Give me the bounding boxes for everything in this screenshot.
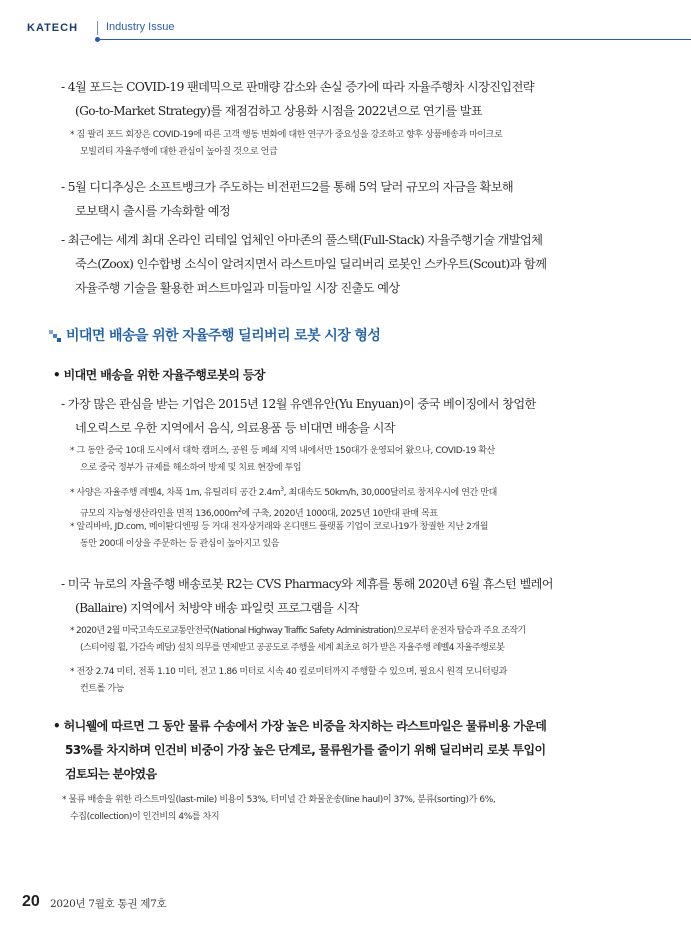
note-line: 모빌리티 자율주행에 대한 관심이 높아질 것으로 언급 [80, 147, 278, 157]
page-header [0, 0, 691, 44]
bullet-heading: • 비대면 배송을 위한 자율주행로봇의 등장 [53, 368, 265, 382]
text-line: 죽스(Zoox) 인수합병 소식이 알려지면서 라스트마일 딜리버리 로봇인 스카우트(Scout)과 함께 [75, 257, 547, 271]
note-ford [70, 127, 502, 161]
note-line: * 알리바바, JD.com, 메이퇀디엔핑 등 거대 전자상거래와 온디맨드 플랫폼 기업이 코로나19가 창궐한 지난 2개월 [70, 522, 489, 532]
paragraph-neolix [61, 392, 536, 440]
text-line: (Ballaire) 지역에서 처방약 배송 파일럿 프로그램을 시작 [75, 601, 359, 615]
page-number: 20 [22, 893, 40, 910]
note-line [70, 481, 497, 502]
note-text: * 사양은 자율주행 레벨4, 차폭 1m, 유틸리티 공간 2.4m [70, 488, 281, 498]
note-nuro-1 [70, 623, 525, 657]
note-text: 에 구축, 2020년 1000대, 2025년 10만대 판매 목표 [241, 509, 438, 519]
note-honeywell [62, 792, 495, 826]
superscript: 3 [280, 486, 284, 493]
text-line: (Go-to-Market Strategy)를 재점검하고 상용화 시점을 2022년으로 연기를 발표 [75, 104, 483, 118]
text-line: - 가장 많은 관심을 받는 기업은 2015년 12월 유엔유안(Yu Enyuan)이 중국 베이징에서 창업한 [61, 397, 536, 411]
note-line: 컨트롤 가능 [80, 684, 124, 694]
text-line: - 최근에는 세계 최대 온라인 리테일 업체인 아마존의 풀스택(Full-Stack) 자율주행기술 개발업체 [61, 233, 543, 247]
paragraph-nuro-r2 [61, 572, 553, 620]
note-line: (스티어링 휠, 가감속 페달) 설치 의무를 면제받고 공공도로 주행을 세계 최초로 허가 받은 자율주행 레벨4 자율주행로봇 [80, 643, 505, 653]
note-neolix-3 [70, 519, 488, 553]
header-rule-dot [95, 37, 100, 42]
header-section-title: Industry Issue [106, 21, 175, 33]
superscript: 2 [238, 507, 242, 514]
note-nuro-2 [70, 664, 507, 698]
note-line: * 물류 배송을 위한 라스트마일(last-mile) 비용이 53%, 터미널 간 화물운송(line haul)이 37%, 분류(sorting)가 6%, [62, 795, 496, 805]
note-neolix-2 [70, 481, 497, 523]
text-line: - 5월 디디추싱은 소프트뱅크가 주도하는 비전펀드2를 통해 5억 달러 규모의 자금을 확보해 [61, 180, 514, 194]
paragraph-amazon [61, 228, 546, 300]
note-line: * 전장 2.74 미터, 전폭 1.10 미터, 전고 1.86 미터로 시속 40 킬로미터까지 주행할 수 있으며, 필요시 원격 모니터링과 [70, 667, 507, 677]
note-line: 동안 200대 이상을 주문하는 등 관심이 높아지고 있음 [80, 539, 280, 549]
paragraph-ford [61, 75, 534, 123]
note-line: 으로 중국 정부가 규제를 해소하여 방제 및 치료 현장에 투입 [80, 463, 302, 473]
text-line: - 4월 포드는 COVID-19 팬데믹으로 판매량 감소와 손실 증가에 따라 자율주행차 시장진입전략 [61, 80, 534, 94]
note-text: 규모의 지능형생산라인을 면적 136,000m [80, 509, 238, 519]
section-marker-icon [49, 330, 61, 342]
paragraph-honeywell [53, 714, 546, 786]
text-line: 네오릭스로 우한 지역에서 음식, 의료용품 등 비대면 배송을 시작 [75, 421, 395, 435]
text-line: • 허니웰에 따르면 그 동안 물류 수송에서 가장 높은 비중을 차지하는 라스트마일은 물류비용 가운데 [53, 719, 547, 733]
note-line: * 그 동안 중국 10대 도시에서 대학 캠퍼스, 공원 등 폐쇄 지역 내에서만 150대가 운영되어 왔으나, COVID-19 확산 [70, 446, 495, 456]
text-line: 자율주행 기술을 활용한 퍼스트마일과 미들마일 시장 진출도 예상 [75, 281, 400, 295]
paragraph-didi [61, 175, 513, 223]
katech-logo: KATECH [27, 22, 79, 34]
header-divider [97, 21, 98, 35]
section-heading: 비대면 배송을 위한 자율주행 딜리버리 로봇 시장 형성 [66, 328, 381, 344]
text-line: - 미국 뉴로의 자율주행 배송로봇 R2는 CVS Pharmacy와 제휴를 통해 2020년 6월 휴스턴 벨레어 [61, 577, 553, 591]
text-line: 로보택시 출시를 가속화할 예정 [75, 204, 231, 218]
note-text: , 최대속도 50km/h, 30,000달러로 창저우시에 연간 만대 [283, 488, 497, 498]
note-line: 수집(collection)이 인건비의 4%를 차지 [70, 812, 220, 822]
text-line: 53%를 차지하며 인건비 비중이 가장 높은 단계로, 물류원가를 줄이기 위해 딜리버리 로봇 투입이 [65, 743, 546, 757]
note-line: * 짐 팔리 포드 회장은 COVID-19에 따른 고객 행동 변화에 대한 연구가 중요성을 강조하고 향후 상품배송과 마이크로 [70, 130, 503, 140]
issue-info: 2020년 7월호 통권 제7호 [50, 898, 167, 910]
note-neolix-1 [70, 443, 495, 477]
header-rule [97, 39, 691, 40]
note-line: * 2020년 2월 미국고속도로교통안전국(National Highway Traffic Safety Administration)으로부터 운전자 탑승과 주요 조작기 [70, 626, 526, 636]
text-line: 검토되는 분야였음 [65, 767, 157, 781]
